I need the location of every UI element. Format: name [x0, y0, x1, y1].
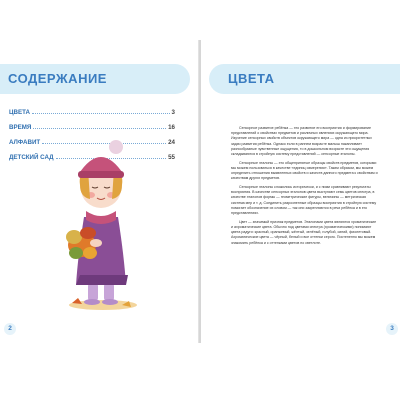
toc-entry-page: 55: [168, 154, 175, 161]
right-header-band: [209, 64, 400, 94]
toc-entry-label: ВРЕМЯ: [9, 124, 32, 131]
book-spread: [0, 40, 400, 343]
paragraph: Цвет — значимый признак предметов. Эталонами цвета являются хроматические и ахроматические цвета. Обычно под цветами спектра (хроматическими) понимают цвета радуги: красный, оранжевый, жёлтый, зелёный, голубой, синий, фиолетовый. Ахроматические цвета — чёрный, белый и все оттенки серого. Постепенно мы можем знакомить ребёнка и с оттенками цветов по светлоте.: [231, 219, 377, 245]
right-page: [201, 40, 400, 343]
toc-leader-dots: [32, 108, 170, 114]
paragraph: Сенсорные эталоны сложились исторически, и с ними сравнивают результаты восприятия. В качестве сенсорных эталонов цвета выступают семь цветов спектра, в качестве эталонов формы — геометрические фигуры, величины — метрическая система мер и т. д. Соединить разрозненные образцы восприятия в стройную систему помогает обозначение их словом — так они закрепляются в речи ребёнка и в его представлениях.: [231, 185, 377, 216]
page-title-contents: СОДЕРЖАНИЕ: [8, 71, 107, 86]
page-number-right: 3: [386, 323, 398, 335]
toc-entry-page: 24: [168, 139, 175, 146]
page-number-left: 2: [4, 323, 16, 335]
toc-entry-colors[interactable]: [9, 108, 175, 123]
toc-entry-page: 16: [168, 124, 175, 131]
paragraph: Сенсорное развитие ребёнка — это развитие его восприятия и формирование представлений о свойствах предметов и различных явлениях окружающего мира. Изучение сенсорных свойств объектов окружающего мира — одна из приоритетных задач развития ребёнка. Однако если в раннем возрасте малыш накапливает разнообразные чувственные ощущения, то в дошкольном возрасте эти ощущения складываются в стройную систему представлений — сенсорные эталоны.: [231, 126, 372, 157]
paragraph: Сенсорные эталоны — это общепринятые образцы свойств предметов, которыми мы можем пользоваться в качестве «единиц измерения». Таким образом, мы можем определить отношения выявленных свойств и качеств данного предмета к свойствам и качествам других предметов.: [231, 160, 378, 181]
girl-with-leaves-illustration: [58, 125, 148, 315]
toc-entry-label: ДЕТСКИЙ САД: [9, 154, 54, 161]
toc-entry-page: 3: [171, 109, 175, 116]
toc-entry-label: ЦВЕТА: [9, 109, 30, 116]
page-title-colors: ЦВЕТА: [228, 71, 275, 86]
left-page: [0, 40, 199, 343]
toc-entry-label: АЛФАВИТ: [9, 139, 41, 146]
body-text: [231, 126, 379, 249]
left-header-band: [0, 64, 190, 94]
